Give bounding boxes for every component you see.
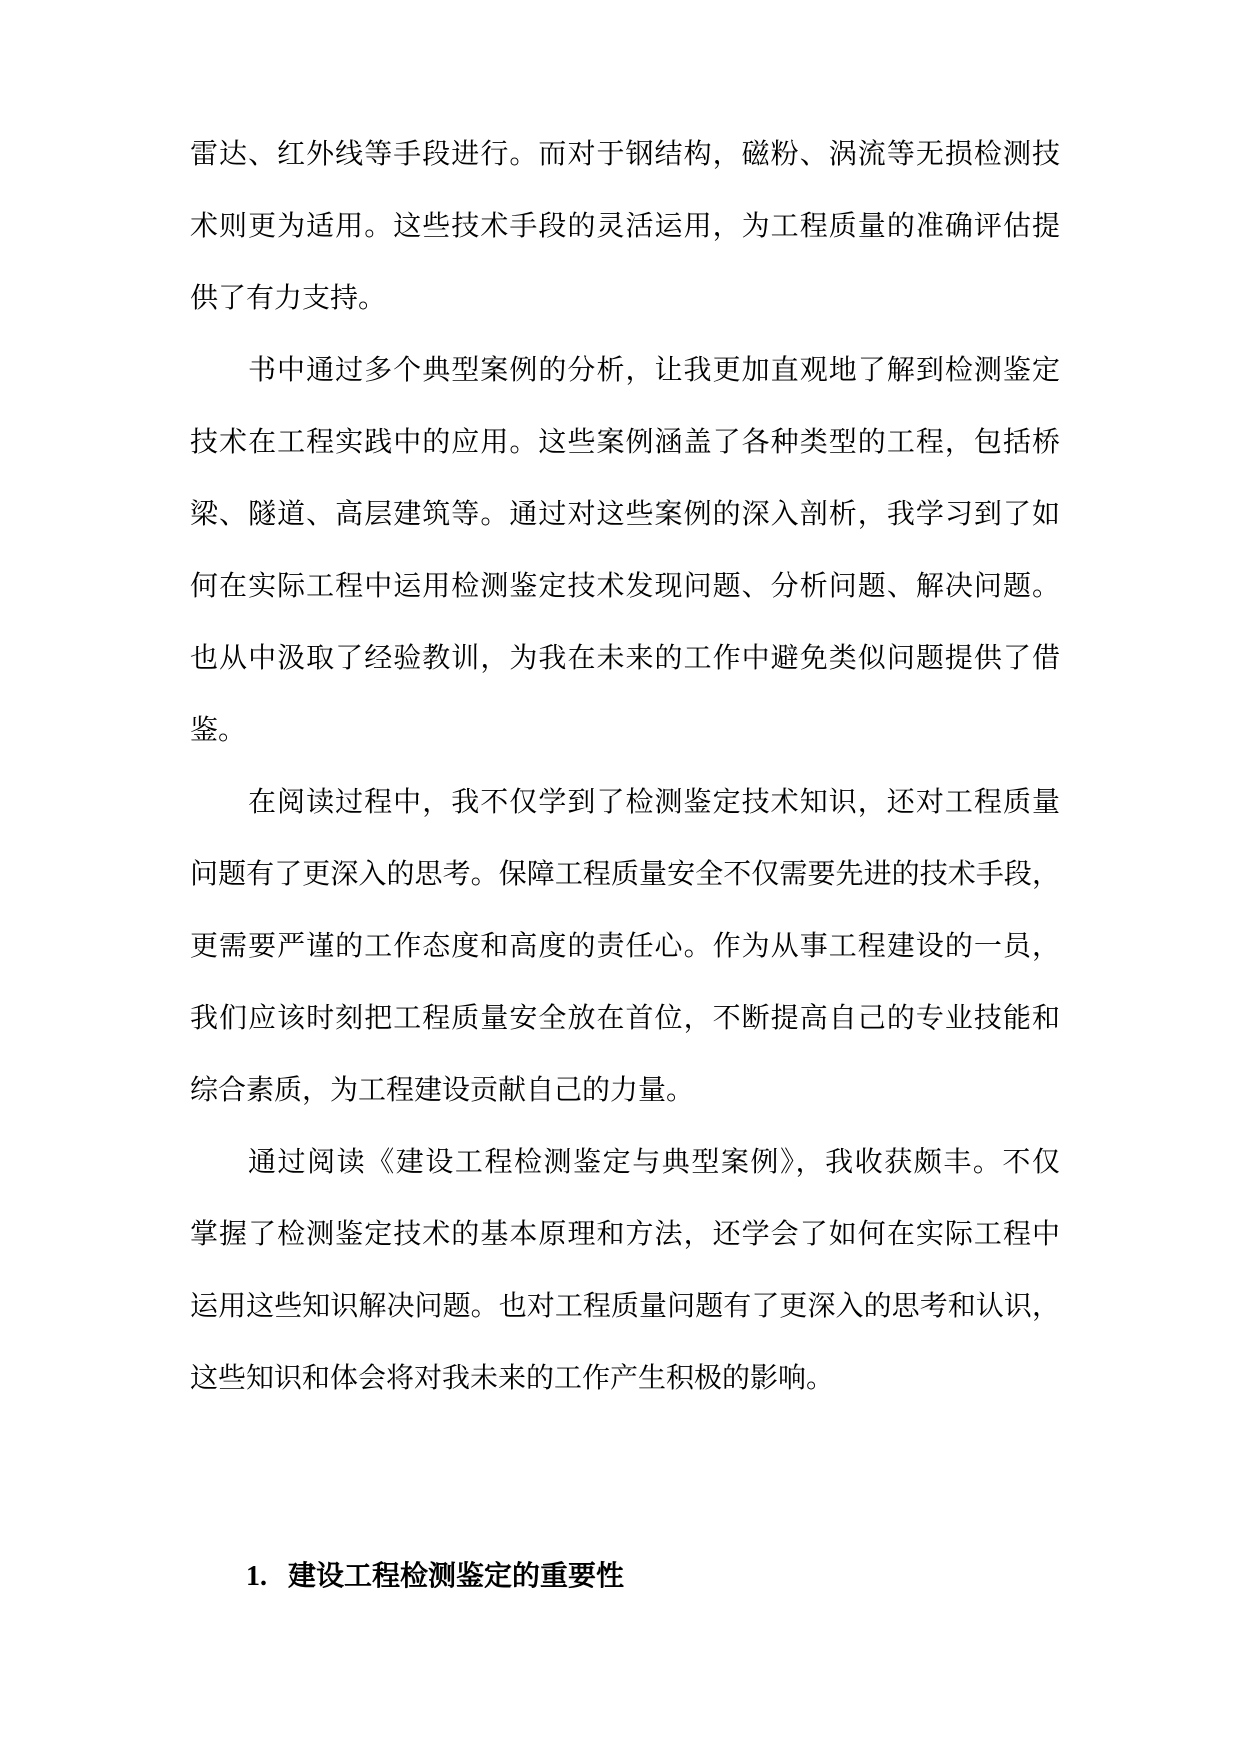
paragraph-4-line-4: 这些知识和体会将对我未来的工作产生积极的影响。 (190, 1361, 835, 1394)
paragraph-4-line-3: 运用这些知识解决问题。也对工程质量问题有了更深入的思考和认识， (190, 1289, 1060, 1322)
paragraph-3-line-1: 在阅读过程中，我不仅学到了检测鉴定技术知识，还对工程质量 (248, 785, 1060, 818)
paragraph-1-line-1: 雷达、红外线等手段进行。而对于钢结构，磁粉、涡流等无损检测技 (190, 137, 1060, 170)
paragraph-2-line-5: 也从中汲取了经验教训，为我在未来的工作中避免类似问题提供了借 (190, 641, 1060, 674)
paragraph-1-line-3: 供了有力支持。 (190, 281, 387, 314)
paragraph-3-line-4: 我们应该时刻把工程质量安全放在首位，不断提高自己的专业技能和 (190, 1001, 1060, 1034)
section-number: 1. (246, 1561, 267, 1592)
paragraph-2-line-1: 书中通过多个典型案例的分析，让我更加直观地了解到检测鉴定 (248, 353, 1060, 386)
section-heading (246, 1556, 624, 1596)
paragraph-4-line-1: 通过阅读《建设工程检测鉴定与典型案例》，我收获颇丰。不仅 (248, 1145, 1060, 1178)
paragraph-4-line-2: 掌握了检测鉴定技术的基本原理和方法，还学会了如何在实际工程中 (190, 1217, 1060, 1250)
paragraph-3-line-2: 问题有了更深入的思考。保障工程质量安全不仅需要先进的技术手段， (190, 857, 1060, 890)
paragraph-2-line-3: 梁、隧道、高层建筑等。通过对这些案例的深入剖析，我学习到了如 (190, 497, 1060, 530)
paragraph-3-line-5: 综合素质，为工程建设贡献自己的力量。 (190, 1073, 695, 1106)
paragraph-3-line-3: 更需要严谨的工作态度和高度的责任心。作为从事工程建设的一员， (190, 929, 1060, 962)
section-title: 建设工程检测鉴定的重要性 (288, 1559, 625, 1592)
paragraph-2-line-2: 技术在工程实践中的应用。这些案例涵盖了各种类型的工程，包括桥 (190, 425, 1060, 458)
paragraph-2-line-6: 鉴。 (190, 713, 247, 746)
paragraph-1-line-2: 术则更为适用。这些技术手段的灵活运用，为工程质量的准确评估提 (190, 209, 1060, 242)
paragraph-2-line-4: 何在实际工程中运用检测鉴定技术发现问题、分析问题、解决问题。 (190, 569, 1060, 602)
